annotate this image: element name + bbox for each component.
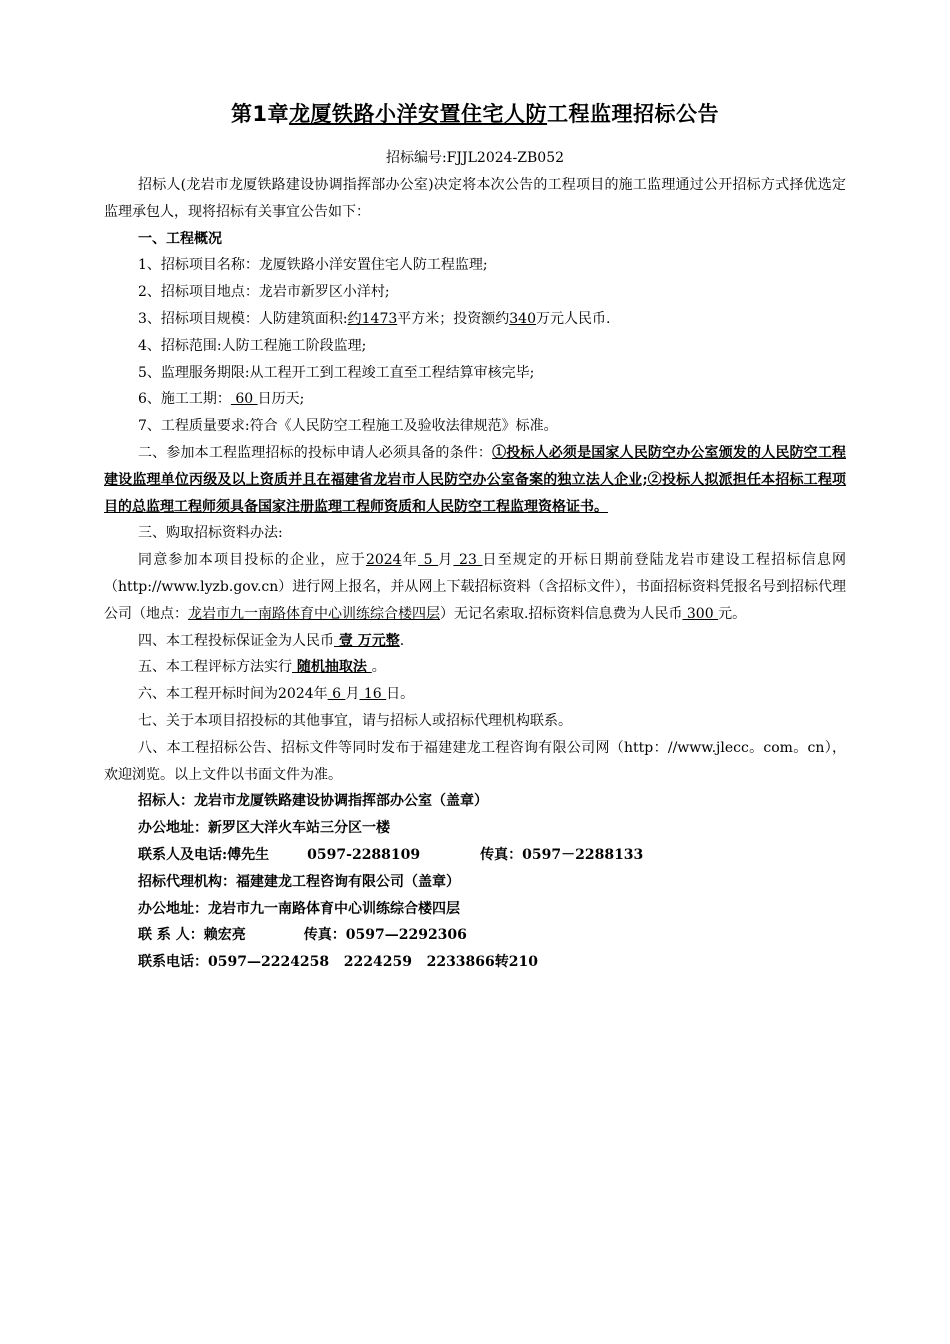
section2-paragraph: 二、参加本工程监理招标的投标申请人必须具备的条件：①投标人必须是国家人民防空办公室颁发的人民防空工程建设监理单位丙级及以上资质并且在福建省龙岩市人民防空办公室备案的独立法人企业;②投标人拟派担任本招标工程项目的总监理工程师须具备国家注册监理工程师资质和人民防空工程监理资格证书。 [104, 444, 847, 515]
registration-year: 2024 [365, 552, 402, 569]
tenderer-address-line: 办公地址：新罗区大洋火车站三分区一楼 [138, 820, 390, 837]
duration-value: 60 [230, 391, 258, 408]
section8-paragraph: 八、本工程招标公告、招标文件等同时发布于福建建龙工程咨询有限公司网（http：//www.jlecc。com。cn），欢迎浏览。以上文件以书面文件为准。 [104, 739, 846, 783]
page-title [0, 98, 950, 128]
section3-heading: 三、购取招标资料办法: [138, 525, 283, 542]
agency-location: 龙岩市九一南路体育中心训练综合楼四层 [188, 605, 440, 622]
tender-code: 招标编号:FJJL2024-ZB052 [385, 150, 565, 166]
intro-paragraph: 招标人(龙岩市龙厦铁路建设协调指挥部办公室)决定将本次公告的工程项目的施工监理通过公开招标方式择优选定监理承包人，现将招标有关事宜公告如下： [104, 177, 846, 220]
agency-line: 招标代理机构：福建建龙工程咨询有限公司（盖章） [138, 873, 460, 890]
section3-paragraph: 同意参加本项目投标的企业，应于2024年 5 月 23 日至规定的开标日期前登陆龙岩市建设工程招标信息网（http://www.lyzb.gov.cn）进行网上报名，并从网上下载招标资料（含招标文件），书面招标资料凭报名号到招标代理公司（地点：龙岩市九一南路体育中心训练综合楼四层）无记名索取.招标资料信息费为人民币 300 元。 [104, 552, 847, 622]
section1-item3: 3、招标项目规模：人防建筑面积:约1473平方米；投资额约340万元人民币. [138, 310, 611, 327]
tenderer-phone: 0597-2288109 [307, 846, 421, 863]
registration-day: 23 [453, 552, 483, 569]
section5-paragraph: 五、本工程评标方法实行 随机抽取法 。 [138, 659, 386, 676]
section1-item4: 4、招标范围:人防工程施工阶段监理; [138, 337, 367, 354]
title-underlined: 龙厦铁路小洋安置住宅人防 [289, 102, 548, 126]
section1-item6: 6、施工工期： 60 日历天; [138, 391, 305, 408]
investment-value: 340 [509, 310, 536, 327]
document-body [104, 172, 846, 976]
section4-paragraph: 四、本工程投标保证金为人民币 壹 万元整. [138, 632, 405, 649]
agency-contact-line: 联 系 人：赖宏亮 传真：0597—2292306 [138, 927, 467, 944]
contact-block [104, 788, 846, 976]
qualification-conditions: ①投标人必须是国家人民防空办公室颁发的人民防空工程建设监理单位丙级及以上资质并且在福建省龙岩市人民防空办公室备案的独立法人企业;②投标人拟派担任本招标工程项目的总监理工程师须具备国家注册监理工程师资质和人民防空工程监理资格证书。 [104, 444, 847, 515]
section1-item7: 7、工程质量要求:符合《人民防空工程施工及验收法律规范》标准。 [138, 418, 558, 435]
section1-item5: 5、监理服务期限:从工程开工到工程竣工直至工程结算审核完毕; [138, 364, 535, 381]
bid-bond-amount: 壹 万元整 [334, 632, 400, 649]
agency-fax: 传真：0597—2292306 [303, 927, 467, 944]
title-prefix: 第1章 [230, 102, 290, 126]
section1-item2: 2、招标项目地点：龙岩市新罗区小洋村; [138, 284, 390, 301]
document-fee: 300 [682, 605, 719, 622]
tenderer-fax: 传真：0597－2288133 [480, 846, 644, 863]
agency-phone-line: 联系电话：0597—2224258 2224259 2233866转210 [138, 954, 538, 971]
section1-item1: 1、招标项目名称：龙厦铁路小洋安置住宅人防工程监理; [138, 257, 488, 274]
opening-month: 6 [327, 686, 346, 703]
title-suffix: 工程监理招标公告 [547, 102, 720, 126]
evaluation-method: 随机抽取法 [292, 659, 372, 676]
opening-day: 16 [359, 686, 387, 703]
tenderer-contact-line: 联系人及电话:傅先生 0597-2288109 传真：0597－2288133 [138, 846, 644, 863]
section7-paragraph: 七、关于本项目招投标的其他事宜，请与招标人或招标代理机构联系。 [138, 712, 572, 729]
section1-heading: 一、工程概况 [138, 230, 222, 247]
section6-paragraph: 六、本工程开标时间为2024年 6 月 16 日。 [138, 686, 415, 703]
agency-address-line: 办公地址：龙岩市九一南路体育中心训练综合楼四层 [138, 900, 460, 917]
area-value: 约1473 [347, 310, 398, 327]
tenderer-line: 招标人：龙岩市龙厦铁路建设协调指挥部办公室（盖章） [138, 793, 488, 810]
registration-month: 5 [418, 552, 439, 569]
